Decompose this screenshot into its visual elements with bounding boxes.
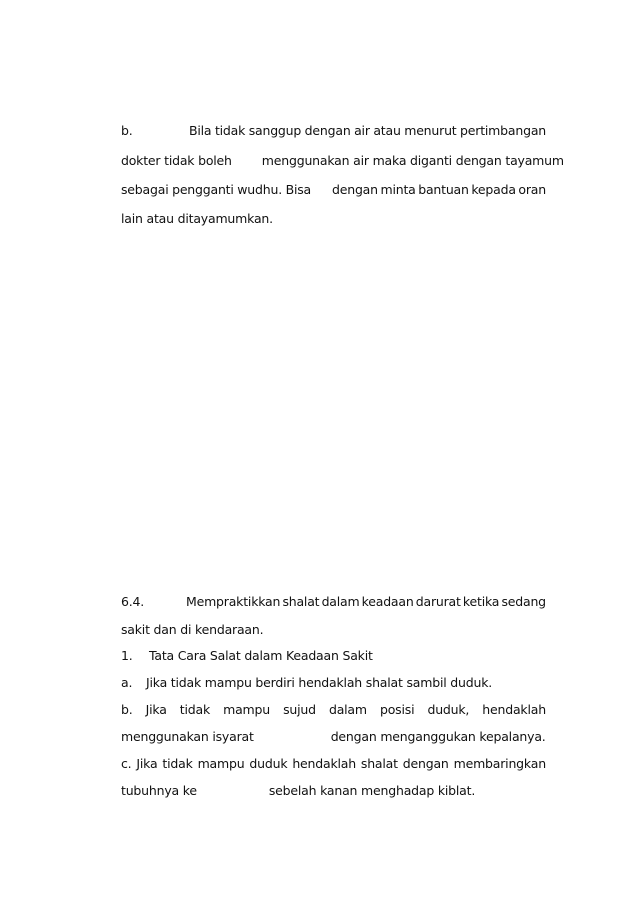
subheading-number: 1.	[121, 648, 133, 663]
text-segment: dokter tidak boleh	[121, 153, 232, 168]
word: darurat	[415, 594, 461, 609]
list-item-c-line-1	[121, 756, 546, 772]
list-item-a	[121, 675, 546, 691]
text-segment: menggunakan isyarat	[121, 729, 254, 744]
word: air	[354, 123, 370, 138]
list-label-c: c.	[121, 756, 132, 771]
word: posisi	[379, 702, 415, 717]
word: minta	[380, 182, 416, 197]
word: pengganti	[172, 182, 234, 197]
section-b-line-1	[121, 123, 546, 139]
section-number: 6.4.	[121, 594, 145, 609]
list-item-b-line-1	[121, 702, 546, 718]
word: menurut	[404, 123, 457, 138]
list-label-b: b.	[121, 702, 133, 717]
word: Jika	[145, 702, 167, 717]
word: atau	[373, 123, 401, 138]
word: hendaklah	[292, 756, 356, 771]
word: Bila	[189, 123, 212, 138]
word: kepada	[471, 182, 516, 197]
word: dengan	[304, 123, 351, 138]
subheading	[121, 648, 546, 664]
word: dalam	[321, 594, 360, 609]
subheading-title: Tata Cara Salat dalam Keadaan Sakit	[149, 648, 373, 663]
text-segment: menggunakan air maka diganti dengan tayamum	[261, 153, 564, 168]
word: tidak	[214, 123, 246, 138]
word: mampu	[223, 702, 270, 717]
word: wudhu.	[237, 182, 282, 197]
word: Mempraktikkan	[186, 594, 281, 609]
word: sedang	[501, 594, 546, 609]
word: bantuan	[418, 182, 469, 197]
word: Bisa	[285, 182, 311, 197]
word: membaringkan	[453, 756, 546, 771]
word: shalat	[282, 594, 320, 609]
word: pertimbangan	[460, 123, 546, 138]
word: dengan	[402, 756, 449, 771]
word: shalat	[360, 756, 398, 771]
text-segment: tubuhnya ke	[121, 783, 197, 798]
word: sujud	[283, 702, 316, 717]
word: ketika	[462, 594, 500, 609]
word: dalam	[328, 702, 367, 717]
section-b-line-3	[121, 182, 546, 198]
list-item-text: Jika tidak mampu berdiri hendaklah shalat sambil duduk.	[146, 675, 493, 690]
text-segment: dengan menganggukan kepalanya.	[330, 729, 546, 744]
word: Jika	[136, 756, 158, 771]
word: hendaklah	[482, 702, 546, 717]
word: tidak	[179, 702, 210, 717]
word: keadaan	[361, 594, 414, 609]
word: mampu	[197, 756, 245, 771]
section-b-line-4: lain atau ditayamumkan.	[121, 211, 273, 226]
section-64-line-2: sakit dan di kendaraan.	[121, 622, 264, 637]
word: oran	[518, 182, 546, 197]
list-label-b: b.	[121, 123, 133, 138]
word: duduk	[249, 756, 288, 771]
section-64-line-1	[121, 594, 546, 610]
text-segment: sebelah kanan menghadap kiblat.	[268, 783, 476, 798]
word: duduk,	[427, 702, 470, 717]
section-64-line-1-text	[186, 594, 546, 610]
word: tidak	[162, 756, 193, 771]
section-b-line-2	[121, 153, 564, 169]
list-label-a: a.	[121, 675, 133, 690]
word: sebagai	[121, 182, 169, 197]
section-b-line-3-right	[332, 182, 546, 198]
section-b-line-3-left	[121, 182, 311, 198]
section-b-line-1-text	[189, 123, 546, 139]
word: dengan	[332, 182, 378, 197]
list-item-b-line-2	[121, 729, 546, 745]
word: sanggup	[248, 123, 302, 138]
list-item-c-line-2	[121, 783, 546, 799]
